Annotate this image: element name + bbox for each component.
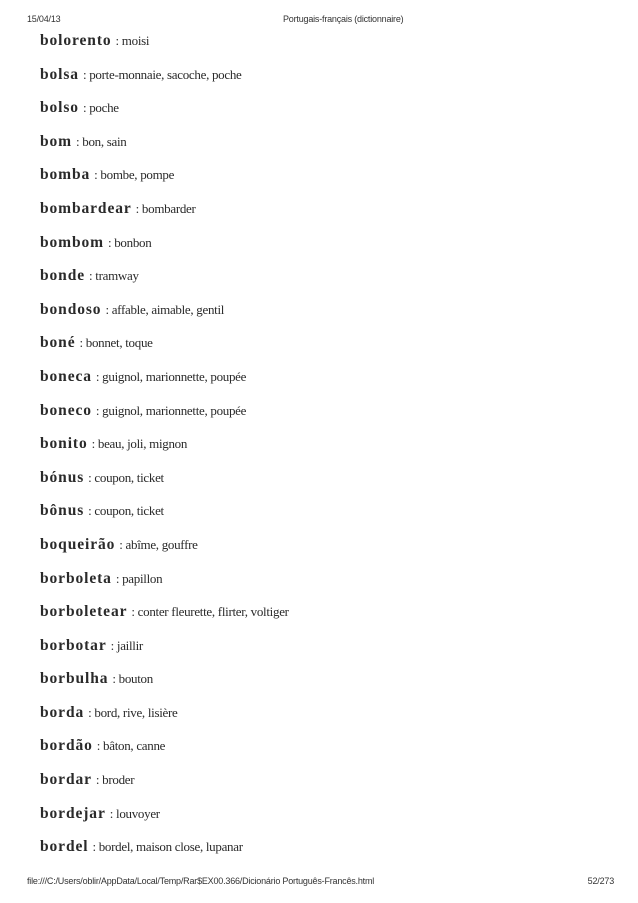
entry-term: borbotar xyxy=(40,636,107,654)
entry-definition: : conter fleurette, flirter, voltiger xyxy=(131,604,289,620)
dictionary-entry xyxy=(40,65,620,99)
dictionary-entry-list xyxy=(40,31,620,871)
entry-definition: : papillon xyxy=(115,570,163,586)
entry-term: bolso xyxy=(40,99,79,117)
entry-definition: : guignol, marionnette, poupée xyxy=(95,368,247,384)
entry-definition: : affable, aimable, gentil xyxy=(105,301,225,317)
dictionary-entry xyxy=(40,770,620,804)
dictionary-entry xyxy=(40,199,620,233)
entry-term: bomba xyxy=(40,166,91,184)
entry-definition: : bord, rive, lisière xyxy=(88,704,178,720)
dictionary-entry xyxy=(40,569,620,603)
dictionary-entry xyxy=(40,434,620,468)
dictionary-entry xyxy=(40,468,620,502)
entry-term: bordel xyxy=(40,838,89,856)
dictionary-entry xyxy=(40,636,620,670)
entry-term: bolorento xyxy=(40,32,112,49)
entry-definition: : beau, joli, mignon xyxy=(91,436,188,452)
entry-definition: : jaillir xyxy=(110,637,143,653)
entry-definition: : bombarder xyxy=(135,200,196,216)
dictionary-entry xyxy=(40,31,620,65)
dictionary-entry xyxy=(40,501,620,535)
page-number: 52/273 xyxy=(587,876,614,886)
dictionary-entry xyxy=(40,669,620,703)
entry-term: borboletear xyxy=(40,603,128,621)
print-date: 15/04/13 xyxy=(27,14,61,24)
entry-term: bondoso xyxy=(40,300,102,318)
entry-definition: : guignol, marionnette, poupée xyxy=(95,402,247,418)
entry-term: bónus xyxy=(40,468,85,486)
entry-definition: : bâton, canne xyxy=(96,738,166,754)
dictionary-entry xyxy=(40,98,620,132)
entry-definition: : poche xyxy=(82,100,119,116)
file-path: file:///C:/Users/oblir/AppData/Local/Temp/Rar$EX00.366/Dicionário Português-Francês.html xyxy=(27,876,375,886)
entry-term: bordejar xyxy=(40,804,106,822)
entry-term: bonde xyxy=(40,267,85,285)
entry-term: bonito xyxy=(40,435,88,453)
dictionary-entry xyxy=(40,165,620,199)
dictionary-entry xyxy=(40,300,620,334)
entry-term: bônus xyxy=(40,502,85,520)
entry-definition: : moisi xyxy=(115,33,150,48)
entry-definition: : porte-monnaie, sacoche, poche xyxy=(82,66,242,82)
entry-definition: : broder xyxy=(95,772,135,788)
entry-term: bordão xyxy=(40,737,93,755)
entry-definition: : tramway xyxy=(89,268,139,284)
entry-term: boneco xyxy=(40,401,92,419)
entry-term: borda xyxy=(40,703,85,721)
entry-definition: : bon, sain xyxy=(75,133,127,149)
dictionary-entry xyxy=(40,602,620,636)
entry-term: boqueirão xyxy=(40,535,116,553)
dictionary-entry xyxy=(40,703,620,737)
entry-definition: : bouton xyxy=(112,671,153,687)
entry-term: borboleta xyxy=(40,569,112,587)
entry-term: bombom xyxy=(40,233,104,251)
dictionary-entry xyxy=(40,266,620,300)
dictionary-entry xyxy=(40,837,620,871)
dictionary-entry xyxy=(40,132,620,166)
dictionary-entry xyxy=(40,233,620,267)
entry-definition: : coupon, ticket xyxy=(88,503,164,519)
entry-term: boneca xyxy=(40,367,92,385)
entry-definition: : bombe, pompe xyxy=(94,167,175,183)
entry-definition: : coupon, ticket xyxy=(88,469,164,485)
dictionary-entry xyxy=(40,804,620,838)
entry-term: boné xyxy=(40,334,76,352)
entry-term: bolsa xyxy=(40,65,79,83)
dictionary-entry xyxy=(40,367,620,401)
dictionary-entry xyxy=(40,333,620,367)
dictionary-entry xyxy=(40,401,620,435)
page-title: Portugais-français (dictionnaire) xyxy=(283,14,404,24)
entry-definition: : bonnet, toque xyxy=(79,335,153,351)
dictionary-entry xyxy=(40,535,620,569)
dictionary-entry xyxy=(40,736,620,770)
entry-term: bombardear xyxy=(40,199,132,217)
entry-term: borbulha xyxy=(40,670,109,688)
entry-term: bordar xyxy=(40,771,92,789)
entry-definition: : bonbon xyxy=(107,234,152,250)
entry-definition: : abîme, gouffre xyxy=(119,536,198,552)
entry-definition: : bordel, maison close, lupanar xyxy=(92,839,243,855)
entry-definition: : louvoyer xyxy=(109,805,160,821)
entry-term: bom xyxy=(40,132,72,150)
